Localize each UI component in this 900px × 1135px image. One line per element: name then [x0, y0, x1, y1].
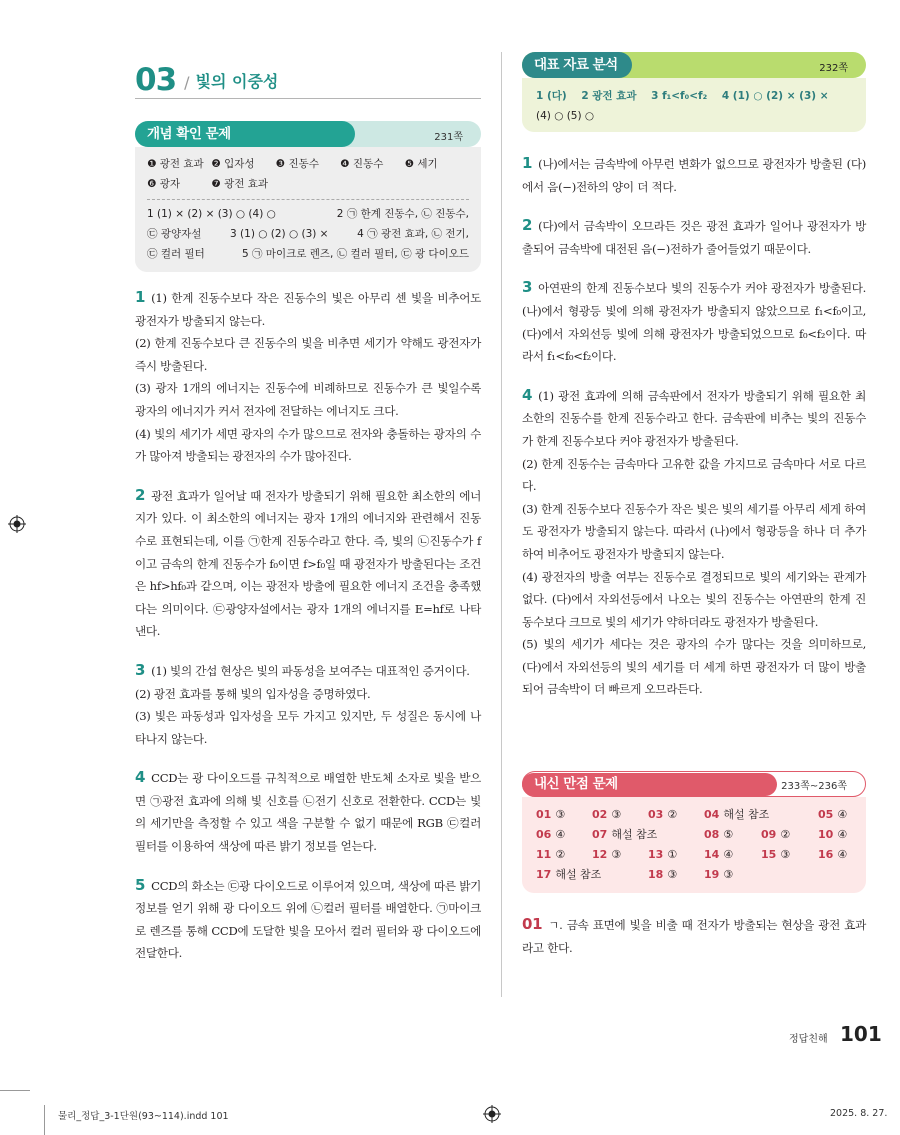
representative-answers-line: 1 (다) 2 광전 효과 3 f₁<f₀<f₂ 4 (1) ○ (2) × (3) × [536, 90, 829, 102]
explanation-block [135, 659, 481, 750]
left-column [135, 52, 481, 981]
explanation-text: (2) 한계 진동수는 금속마다 고유한 값을 가지므로 금속마다 서로 다르다. [522, 456, 866, 494]
self-test-value: ③ [780, 848, 791, 862]
question-number: 5 [135, 875, 146, 894]
self-test-title: 내신 만점 문제 [522, 773, 777, 796]
self-test-answer [818, 845, 852, 865]
self-test-value: ④ [723, 848, 734, 862]
page-label: 정답친해 [789, 1034, 828, 1045]
self-test-value: ② [780, 828, 791, 842]
explanation-block [522, 214, 866, 260]
blank-answer: ❺ 세기 [404, 158, 438, 170]
self-test-number: 14 [704, 848, 720, 862]
concept-check-header [135, 121, 481, 147]
section-number: 03 [135, 62, 177, 98]
self-test-answer [592, 805, 648, 825]
question-number: 2 [135, 485, 146, 504]
explanation-block [522, 384, 866, 701]
right-explanations [522, 152, 866, 701]
question-number: 2 [522, 216, 533, 235]
explanation-block [135, 286, 481, 468]
self-test-row [536, 805, 852, 825]
self-test-value: ③ [723, 868, 734, 882]
self-test-number: 18 [648, 868, 664, 882]
explanation-text: (4) 광전자의 방출 여부는 진동수로 결정되므로 빛의 세기와는 관계가 없다. (다)에서 자외선등에서 나오는 빛의 진동수는 아연판의 한계 진동수보다 크므로 빛의 세기가 약하더라도 광전자가 방출된다. [522, 569, 866, 629]
self-test-row [536, 825, 852, 845]
section-title: 빛의 이중성 [195, 72, 279, 91]
self-test-answer [592, 845, 648, 865]
answer-item: 2 ㉠ 한계 진동수, ㉡ 진동수, [336, 208, 469, 220]
explanation-block [135, 766, 481, 857]
explanation-paragraph [522, 152, 866, 198]
self-test-value: ③ [611, 848, 622, 862]
explanation-text: (2) 한계 진동수보다 큰 진동수의 빛을 비추면 세기가 약해도 광전자가 즉시 방출된다. [135, 336, 481, 373]
explanation-text: (1) 한계 진동수보다 작은 진동수의 빛은 아무리 센 빛을 비추어도 광전자가 방출되지 않는다. [135, 291, 481, 328]
blank-answer: ❶ 광전 효과 [147, 158, 204, 170]
explanation-text: (다)에서 금속박이 오므라든 것은 광전 효과가 일어나 광전자가 방출되어 금속박에 대전된 음(−)전하가 줄어들었기 때문이다. [522, 219, 866, 256]
self-test-value: 해설 참조 [611, 828, 658, 842]
self-test-answer [536, 865, 648, 885]
self-test-number: 02 [592, 808, 608, 822]
slash-icon: / [184, 73, 190, 92]
self-test-answer [818, 825, 852, 845]
explanation-paragraph [522, 214, 866, 260]
self-test-value: ③ [611, 808, 622, 822]
explanation-paragraph [522, 633, 866, 701]
concept-check-page: 231쪽 [434, 132, 463, 143]
self-test-value: ② [667, 808, 678, 822]
self-test-number: 01 [536, 808, 552, 822]
answer-row [147, 204, 469, 224]
self-test-answer [704, 845, 761, 865]
question-number: 3 [522, 278, 533, 297]
question-number: 01 [522, 915, 543, 934]
explanation-paragraph [135, 766, 481, 857]
explanation-text: (3) 광자 1개의 에너지는 진동수에 비례하므로 진동수가 큰 빛일수록 광자의 에너지가 커서 전자에 전달하는 에너지도 크다. [135, 381, 481, 418]
representative-header [522, 52, 866, 78]
question-number: 1 [522, 154, 533, 172]
page-number: 101 [840, 1022, 882, 1046]
self-test-answer [704, 805, 818, 825]
answer-item: 4 ㉠ 광전 효과, ㉡ 전기, [357, 228, 469, 240]
registration-mark-icon [8, 515, 26, 533]
explanation-paragraph [135, 874, 481, 965]
answer-row [147, 244, 469, 264]
explanation-text: 광전 효과가 일어날 때 전자가 방출되기 위해 필요한 최소한의 에너지가 있다. 이 최소한의 에너지는 광자 1개의 에너지와 관련해서 진동수로 표현되는데, 이를 ㉠한계 진동수라고 한다. 즉, 빛의 ㉡진동수가 f이고 금속의 한계 진동수가 f₀이면 f>f₀일 때 광전자가 방출된다는 조건은 hf>hf₀과 같으며, 이는 광전자 방출에 필요한 에너지 조건을 충족했다는 의미이다. ㉢광양자설에서는 광자 1개의 에너지를 E=hf로 나타낸다. [135, 488, 481, 639]
concept-check-title: 개념 확인 문제 [135, 121, 355, 147]
explanation-paragraph [135, 484, 481, 643]
self-test-number: 13 [648, 848, 664, 862]
crop-mark [44, 1105, 45, 1135]
explanation-paragraph [135, 423, 481, 468]
self-test-value: ① [667, 848, 678, 862]
explanation-paragraph [135, 659, 481, 683]
question-text: ㄱ. 금속 표면에 빛을 비출 때 전자가 방출되는 현상을 광전 효과라고 한다. [522, 918, 866, 955]
answer-item: ㉢ 광양자설 [147, 228, 202, 240]
self-test-value: ④ [837, 848, 848, 862]
crop-mark [0, 1090, 30, 1091]
explanation-text: (4) 빛의 세기가 세면 광자의 수가 많으므로 전자와 충돌하는 광자의 수가 많아져 방출되는 광전자의 수가 많아진다. [135, 426, 481, 464]
left-explanations [135, 286, 481, 965]
self-test-number: 09 [761, 828, 777, 842]
answer-row [147, 224, 469, 244]
dashed-divider [147, 199, 469, 200]
explanation-text: (5) 빛의 세기가 세다는 것은 광자의 수가 많다는 것을 의미하므로, (다)에서 자외선등의 빛의 세기를 더 세게 하면 광전자가 더 많이 방출되어 금속박이 더 빠르게 오므라든다. [522, 637, 866, 697]
self-test-value: 해설 참조 [723, 808, 770, 822]
explanation-block [522, 276, 866, 367]
self-test-number: 04 [704, 808, 720, 822]
self-test-value: ③ [667, 868, 678, 882]
explanation-text: 아연판의 한계 진동수보다 빛의 진동수가 커야 광전자가 방출된다. (나)에서 형광등 빛에 의해 광전자가 방출되지 않았으므로 f₁<f₀이고, (다)에서 자외선등 빛에 의해 광전자가 방출되었으므로 f₀<f₂이다. 따라서 f₁<f₀<f₂이다. [522, 281, 866, 364]
self-test-answer [648, 805, 704, 825]
self-test-box [522, 797, 866, 893]
self-test-number: 07 [592, 828, 608, 842]
explanation-block [135, 484, 481, 643]
explanation-block [135, 874, 481, 965]
explanation-paragraph [135, 683, 481, 706]
blank-answer: ❹ 진동수 [340, 158, 384, 170]
self-test-answer [761, 845, 818, 865]
self-test-value: ⑤ [723, 828, 734, 842]
self-test-number: 11 [536, 848, 552, 862]
self-test-answer [648, 845, 704, 865]
representative-page: 232쪽 [819, 63, 848, 74]
question-number: 1 [135, 288, 146, 306]
blank-answer: ❷ 입자성 [211, 158, 255, 170]
explanation-paragraph [522, 276, 866, 367]
self-test-answer [761, 825, 818, 845]
self-test-number: 05 [818, 808, 834, 822]
question-number: 4 [135, 768, 146, 787]
representative-answers-line: (4) ○ (5) ○ [536, 110, 595, 122]
self-test-number: 06 [536, 828, 552, 842]
self-test-number: 19 [704, 868, 720, 882]
self-test-number: 03 [648, 808, 664, 822]
blank-answer: ❻ 광자 [147, 178, 181, 190]
self-test-number: 17 [536, 868, 552, 882]
self-test-value: ② [555, 848, 566, 862]
explanation-paragraph [522, 384, 866, 453]
self-test-header [522, 771, 866, 797]
question-number: 4 [522, 385, 533, 404]
footer-filename: 물리_정답_3-1단원(93~114).indd 101 [58, 1111, 229, 1122]
footer-date: 2025. 8. 27. [830, 1108, 888, 1119]
explanation-text: (나)에서는 금속박에 아무런 변화가 없으므로 광전자가 방출된 (다)에서 음(−)전하의 양이 더 적다. [522, 157, 866, 194]
self-test-answer [648, 865, 704, 885]
concept-check-box [135, 147, 481, 272]
section-heading [135, 52, 481, 96]
blank-answers [147, 154, 469, 194]
explanation-text: CCD는 광 다이오드를 규칙적으로 배열한 반도체 소자로 빛을 받으면 ㉠광전 효과에 의해 빛 신호를 ㉡전기 신호로 전환한다. CCD는 빛의 세기만을 측정할 수 있고 색을 구분할 수 없기 때문에 RGB ㉢컬러 필터를 이용하여 색상에 따른 밝기 정보를 얻는다. [135, 771, 481, 854]
explanation-paragraph [522, 498, 866, 566]
explanation-block [522, 152, 866, 198]
explanation-text: (3) 빛은 파동성과 입자성을 모두 가지고 있지만, 두 성질은 동시에 나타나지 않는다. [135, 709, 481, 746]
explanation-paragraph [522, 453, 866, 498]
self-test-row [536, 865, 852, 885]
self-test-number: 08 [704, 828, 720, 842]
answer-item: 5 ㉠ 마이크로 렌즈, ㉡ 컬러 필터, ㉢ 광 다이오드 [241, 248, 469, 260]
q01-explanation [522, 913, 866, 959]
self-test-page: 233쪽~236쪽 [781, 781, 847, 793]
self-test-number: 12 [592, 848, 608, 862]
explanation-paragraph [135, 286, 481, 332]
self-test-answer [536, 825, 592, 845]
explanation-text: (1) 빛의 간섭 현상은 빛의 파동성을 보여주는 대표적인 증거이다. [151, 663, 470, 678]
self-test-value: ③ [555, 808, 566, 822]
self-test-number: 16 [818, 848, 834, 862]
explanation-paragraph [135, 705, 481, 750]
representative-box [522, 78, 866, 132]
explanation-text: (2) 광전 효과를 통해 빛의 입자성을 증명하였다. [135, 686, 371, 701]
self-test-value: ④ [837, 808, 848, 822]
self-test-number: 15 [761, 848, 777, 862]
self-test-value: 해설 참조 [555, 868, 602, 882]
registration-mark-icon [483, 1105, 501, 1123]
self-test-answer [536, 845, 592, 865]
self-test-answer [818, 805, 852, 825]
explanation-text: (3) 한계 진동수보다 진동수가 작은 빛은 빛의 세기를 아무리 세게 하여도 광전자가 방출되지 않는다. 따라서 (나)에서 형광등을 하나 더 추가하여 비추어도 광전자가 방출되지 않는다. [522, 501, 866, 561]
section-rule [135, 98, 481, 99]
blank-answer: ❸ 진동수 [275, 158, 319, 170]
explanation-paragraph [135, 332, 481, 377]
self-test-answer [592, 825, 704, 845]
self-test-answer [704, 825, 761, 845]
explanation-paragraph [522, 566, 866, 634]
self-test-number: 10 [818, 828, 834, 842]
self-test-answer [536, 805, 592, 825]
blank-answer: ❼ 광전 효과 [211, 178, 269, 190]
self-test-answer [704, 865, 761, 885]
column-divider [501, 52, 502, 997]
explanation-text: CCD의 화소는 ㉢광 다이오드로 이루어져 있으며, 색상에 따른 밝기 정보를 얻기 위해 광 다이오드 위에 ㉡컬러 필터를 배열한다. ㉠마이크로 렌즈를 통해 CCD에 도달한 빛을 모아서 컬러 필터와 광 다이오드에 전달한다. [135, 878, 481, 961]
representative-title: 대표 자료 분석 [522, 52, 632, 78]
answer-item: 1 (1) × (2) × (3) ○ (4) ○ [147, 208, 276, 220]
question-number: 3 [135, 660, 146, 679]
answer-item: 3 (1) ○ (2) ○ (3) × [230, 228, 329, 240]
explanation-paragraph [135, 377, 481, 422]
answer-item: ㉢ 컬러 필터 [147, 248, 205, 260]
explanation-text: (1) 광전 효과에 의해 금속판에서 전자가 방출되기 위해 필요한 최소한의 진동수를 한계 진동수라고 한다. 금속판에 비추는 빛의 진동수가 한계 진동수보다 커야 광전자가 방출된다. [522, 388, 866, 448]
self-test-value: ④ [837, 828, 848, 842]
self-test-value: ④ [555, 828, 566, 842]
right-column [522, 52, 866, 959]
self-test-row [536, 845, 852, 865]
